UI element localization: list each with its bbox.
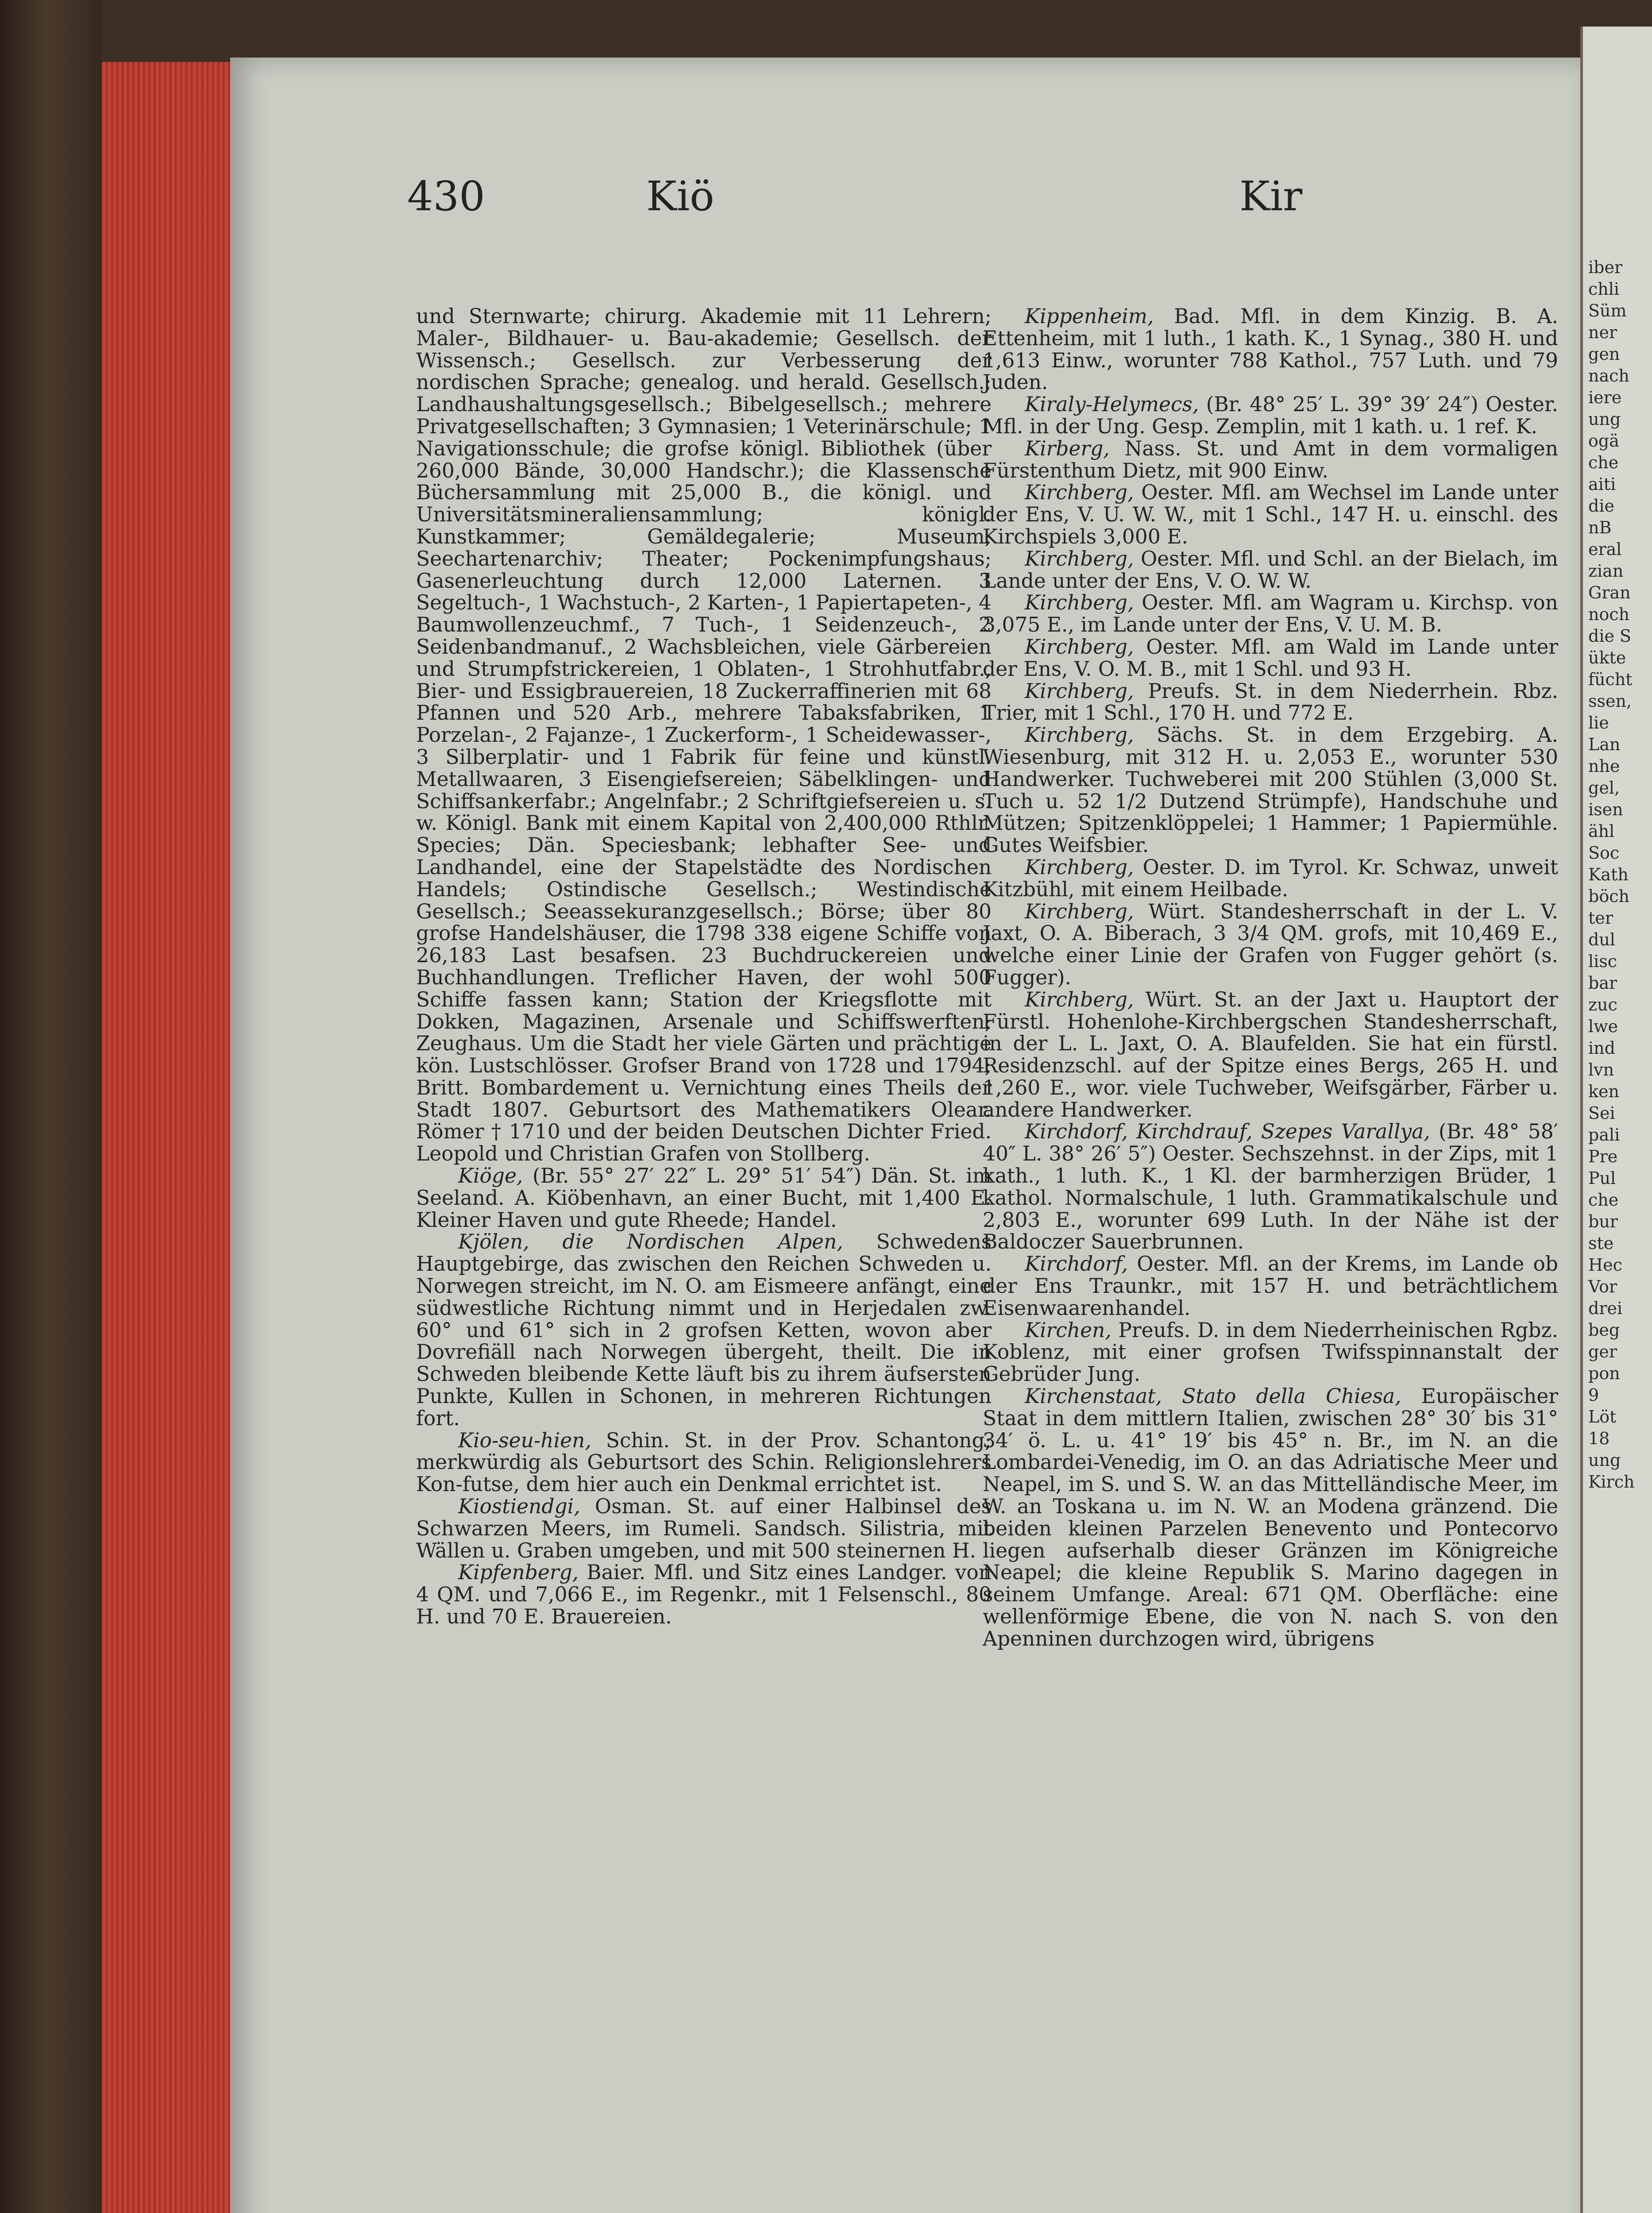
- book-spine: [0, 0, 102, 2213]
- entry-headword: Kirchberg,: [1025, 723, 1134, 747]
- next-page-fragment: ogä: [1588, 431, 1619, 451]
- entry-text: Schin. St. in der Prov. Schantong; merkwürdig als Geburtsort des Schin. Religionslehrers Kon-futse, dem hier auch ein Denkmal errichtet ist.: [416, 1428, 992, 1496]
- entry-text: Oester. Mfl. an der Krems, im Lande ob der Ens Traunkr., mit 157 H. und beträchtlichem Eisenwaarenhandel.: [983, 1252, 1558, 1320]
- next-page-fragment: Löt: [1588, 1407, 1617, 1426]
- entry-headword: Kirchberg,: [1025, 679, 1134, 703]
- dictionary-entry: [416, 1496, 992, 1561]
- right-column: [983, 305, 1558, 1650]
- next-page-fragment: nB: [1588, 518, 1612, 537]
- next-page-fragment: gen: [1588, 344, 1620, 364]
- entry-text: Oester. Mfl. am Wald im Lande unter der Ens, V. O. M. B., mit 1 Schl. und 93 H.: [983, 635, 1558, 681]
- next-page-fragment: iber: [1588, 258, 1623, 277]
- dictionary-entry: [983, 856, 1558, 901]
- next-page-fragment: pali: [1588, 1125, 1620, 1145]
- next-page-fragment: Hec: [1588, 1255, 1622, 1275]
- entry-headword: Kirchberg,: [1025, 591, 1134, 615]
- entry-headword: Kirchen,: [1025, 1318, 1112, 1342]
- next-page-fragment: Gran: [1588, 583, 1631, 602]
- entry-text: Sächs. St. in dem Erzgebirg. A. Wiesenburg, mit 312 H. u. 2,053 E., worunter 530 Handwerker. Tuchweberei mit 200 Stühlen (3,000 St. Tuch u. 52 1/2 Dutzend Strümpfe), Handschuhe und Mützen; Spitzenklöppelei; 1 Hammer; 1 Papiermühle. Gutes Weifsbier.: [983, 723, 1558, 857]
- next-page-fragment: böch: [1588, 887, 1629, 906]
- next-page-fragment: ung: [1588, 1450, 1621, 1470]
- next-page-fragment: gel,: [1588, 778, 1620, 798]
- dictionary-entry: [983, 1385, 1558, 1650]
- next-page-fragment: Süm: [1588, 301, 1627, 320]
- next-page-fragment: dul: [1588, 930, 1615, 949]
- dictionary-entry: [983, 989, 1558, 1121]
- entry-text: Oester. Mfl. am Wagram u. Kirchsp. von 3,075 E., im Lande unter der Ens, V. U. M. B.: [983, 591, 1558, 637]
- next-page-fragment: ssen,: [1588, 691, 1632, 711]
- entry-headword: Kippenheim,: [1025, 305, 1154, 328]
- next-page-fragment: Vor: [1588, 1277, 1617, 1296]
- next-page-fragment: nhe: [1588, 756, 1620, 776]
- dictionary-entry: [416, 1231, 992, 1429]
- next-page-fragment: fücht: [1588, 670, 1633, 689]
- next-page-fragment: isen: [1588, 800, 1623, 819]
- dictionary-entry: [983, 724, 1558, 856]
- next-page-fragment: ähl: [1588, 821, 1615, 841]
- dictionary-entry: [416, 1430, 992, 1496]
- next-page-fragment: nach: [1588, 366, 1629, 386]
- entry-headword: Kio-seu-hien,: [458, 1428, 591, 1452]
- entry-text: Oester. D. im Tyrol. Kr. Schwaz, unweit Kitzbühl, mit einem Heilbade.: [983, 855, 1558, 901]
- next-page-fragment: bar: [1588, 973, 1617, 993]
- entry-text: und Sternwarte; chirurg. Akademie mit 11 Lehrern; Maler-, Bildhauer- u. Bau-akademie; Gesellsch. der Wissensch.; Gesellsch. zur Verbesserung der nordischen Sprache; genealog. und herald. Gesellsch.; Landhaushaltungsgesellsch.; Bibelgesellsch.; mehrere Privatgesellschaften; 3 Gymnasien; 1 Veterinärschule; 1 Navigationsschule; die grofse königl. Bibliothek (über 260,000 Bände, 30,000 Handschr.); die Klassensche Büchersammlung mit 25,000 B., die königl. und Universitätsmineraliensammlung; königl. Kunstkammer; Gemäldegalerie; Museum; Seechartenarchiv; Theater; Pockenimpfungshaus; Gasenerleuchtung durch 12,000 Laternen. 3 Segeltuch-, 1 Wachstuch-, 2 Karten-, 1 Papiertapeten-, 4 Baumwollenzeuchmf., 7 Tuch-, 1 Seidenzeuch-, 2 Seidenbandmanuf., 2 Wachsbleichen, viele Gärbereien und Strumpfstrickereien, 1 Oblaten-, 1 Strohhutfabr., Bier- und Essigbrauereien, 18 Zuckerraffinerien mit 68 Pfannen und 520 Arb., mehrere Tabaksfabriken, 1 Porzelan-, 2 Fajanze-, 1 Zuckerform-, 1 Scheidewasser-, 3 Silberplatir- und 1 Fabrik für feine und künstl. Metallwaaren, 3 Eisengiefsereien; Säbelklingen- und Schiffsankerfabr.; Angelnfabr.; 2 Schriftgiefsereien u. s. w. Königl. Bank mit einem Kapital von 2,400,000 Rthlr. Species; Dän. Speciesbank; lebhafter See- und Landhandel, eine der Stapelstädte des Nordischen Handels; Ostindische Gesellsch.; Westindische Gesellsch.; Seeassekuranzgesellsch.; Börse; über 80 grofse Handelshäuser, die 1798 338 eigene Schiffe von 26,183 Last besafsen. 23 Buchdruckereien und Buchhandlungen. Treflicher Haven, der wohl 500 Schiffe fassen kann; Station der Kriegsflotte mit Dokken, Magazinen, Arsenale und Schiffswerften; Zeughaus. Um die Stadt her viele Gärten und prächtige kön. Lustschlösser. Grofser Brand von 1728 und 1794; Britt. Bombardement u. Vernichtung eines Theils der Stadt 1807. Geburtsort des Mathematikers Olear. Römer † 1710 und der beiden Deutschen Dichter Fried. Leopold und Christian Grafen von Stollberg.: [416, 305, 992, 1166]
- page-number: 430: [407, 173, 485, 220]
- next-page-fragment: lvn: [1588, 1060, 1614, 1080]
- next-page-fragment: Sei: [1588, 1103, 1615, 1123]
- next-page-fragment: che: [1588, 1190, 1619, 1210]
- next-page-fragment: che: [1588, 453, 1619, 472]
- entry-headword: Kiraly-Helymecs,: [1025, 393, 1199, 416]
- entry-text: Bad. Mfl. in dem Kinzig. B. A. Ettenheim, mit 1 luth., 1 kath. K., 1 Synag., 380 H. und 1,613 Einw., worunter 788 Kathol., 757 Luth. und 79 Juden.: [983, 305, 1558, 394]
- dictionary-entry: [983, 636, 1558, 680]
- entry-text: (Br. 55° 27′ 22″ L. 29° 51′ 54″) Dän. St. im Seeland. A. Kiöbenhavn, an einer Bucht, mit 1,400 E. Kleiner Haven und gute Rheede; Handel.: [416, 1164, 992, 1232]
- entry-text: Nass. St. und Amt in dem vormaligen Fürstenthum Dietz, mit 900 Einw.: [983, 436, 1558, 482]
- next-page-fragment: lisc: [1588, 952, 1617, 971]
- next-page-fragment: zuc: [1588, 995, 1617, 1014]
- next-page-fragment: die S: [1588, 626, 1632, 646]
- next-page-fragment: Soc: [1588, 843, 1620, 863]
- entry-headword: Kirchberg,: [1025, 635, 1134, 659]
- entry-headword: Kirchdorf, Kirchdrauf, Szepes Varallya,: [1025, 1120, 1430, 1144]
- entry-headword: Kirchberg,: [1025, 899, 1134, 923]
- next-page-fragment: bur: [1588, 1212, 1618, 1231]
- next-page-fragment: aiti: [1588, 474, 1616, 494]
- next-page-fragment: ger: [1588, 1342, 1617, 1361]
- dictionary-entry: [983, 680, 1558, 725]
- dictionary-entry: [983, 592, 1558, 636]
- dictionary-entry: [983, 548, 1558, 592]
- entry-headword: Kirchberg,: [1025, 547, 1134, 571]
- next-page-fragment: drei: [1588, 1299, 1623, 1318]
- entry-headword: Kirchberg,: [1025, 855, 1134, 879]
- next-page-fragment: noch: [1588, 605, 1630, 624]
- book-page: [230, 58, 1580, 2213]
- next-page-fragment: ind: [1588, 1038, 1615, 1058]
- dictionary-entry: [416, 1561, 992, 1627]
- next-page-fragment: beg: [1588, 1320, 1620, 1340]
- next-page-edge: [1580, 27, 1652, 2213]
- next-page-fragment: ter: [1588, 908, 1613, 928]
- next-page-fragment: ken: [1588, 1082, 1619, 1101]
- next-page-fragment: lwe: [1588, 1017, 1618, 1036]
- page-header: [230, 173, 1580, 235]
- next-page-fragment: iere: [1588, 388, 1622, 407]
- entry-text: Oester. Mfl. und Schl. an der Bielach, im Lande unter der Ens, V. O. W. W.: [983, 547, 1558, 593]
- next-page-fragment: Pul: [1588, 1168, 1616, 1188]
- dictionary-entry: [983, 1319, 1558, 1385]
- entry-text: Schwedens Hauptgebirge, das zwischen den Reichen Schweden u. Norwegen streicht, im N. O. am Eismeere anfängt, eine südwestliche Richtung nimmt und in Herjedalen zw. 60° und 61° sich in 2 grofsen Ketten, wovon aber Dovrefiäll nach Norwegen übergeht, theilt. Die in Schweden bleibende Kette läuft bis zu ihrem äufsersten Punkte, Kullen in Schonen, in mehreren Richtungen fort.: [416, 1230, 992, 1430]
- dictionary-entry: [983, 482, 1558, 547]
- dictionary-entry: [983, 393, 1558, 438]
- entry-headword: Kirchenstaat, Stato della Chiesa,: [1025, 1384, 1401, 1408]
- dictionary-entry: [416, 305, 992, 1165]
- catchword-right: Kir: [1239, 173, 1303, 220]
- next-page-fragment: die: [1588, 496, 1614, 516]
- entry-text: Preufs. St. in dem Niederrhein. Rbz. Trier, mit 1 Schl., 170 H. und 772 E.: [983, 679, 1558, 725]
- catchword-left: Kiö: [646, 173, 714, 220]
- entry-text: Baier. Mfl. und Sitz eines Landger. von 4 QM. und 7,066 E., im Regenkr., mit 1 Felsenschl., 80 H. und 70 E. Brauereien.: [416, 1561, 992, 1629]
- entry-headword: Kirchberg,: [1025, 481, 1134, 505]
- next-page-fragment: zian: [1588, 561, 1624, 581]
- dictionary-entry: [983, 1253, 1558, 1319]
- next-page-fragment: ükte: [1588, 648, 1626, 667]
- dictionary-entry: [416, 1165, 992, 1231]
- next-page-fragment: eral: [1588, 540, 1622, 559]
- next-page-fragment: Pre: [1588, 1147, 1618, 1166]
- next-page-fragment: pon: [1588, 1364, 1620, 1383]
- left-column: [416, 305, 992, 1628]
- entry-headword: Kirchdorf,: [1025, 1252, 1128, 1276]
- next-page-fragment: 18: [1588, 1429, 1610, 1448]
- next-page-fragment: ner: [1588, 323, 1617, 342]
- entry-headword: Kiöge,: [458, 1164, 523, 1188]
- entry-text: Würt. Standesherrschaft in der L. V. Jaxt, O. A. Biberach, 3 3/4 QM. grofs, mit 10,469 E., welche einer Linie der Grafen von Fugger gehört (s. Fugger).: [983, 899, 1558, 989]
- next-page-fragment: Kirch: [1588, 1472, 1635, 1492]
- next-page-fragment: Lan: [1588, 735, 1621, 754]
- dictionary-entry: [983, 901, 1558, 989]
- entry-headword: Kipfenberg,: [458, 1561, 579, 1585]
- entry-headword: Kirberg,: [1025, 436, 1110, 460]
- entry-text: (Br. 48° 25′ L. 39° 39′ 24″) Oester. Mfl. in der Ung. Gesp. Zemplin, mit 1 kath. u. 1 ref. K.: [983, 393, 1558, 438]
- entry-headword: Kiostiendgi,: [458, 1495, 580, 1519]
- next-page-fragment: chli: [1588, 279, 1620, 299]
- entry-text: Würt. St. an der Jaxt u. Hauptort der Fürstl. Hohenlohe-Kirchbergschen Standesherrschaft, in der L. L. Jaxt, O. A. Blaufelden. Sie hat ein fürstl. Residenzschl. auf der Spitze eines Bergs, 265 H. und 1,260 E., wor. viele Tuchweber, Weifsgärber, Färber u. andere Handwerker.: [983, 987, 1558, 1122]
- entry-text: Europäischer Staat in dem mittlern Italien, zwischen 28° 30′ bis 31° 34′ ö. L. u. 41° 19′ bis 45° n. Br., im N. an die Lombardei-Venedig, im O. an das Adriatische Meer und Neapel, im S. und S. W. an das Mittelländische Meer, im W. an Toskana u. im N. W. an Modena gränzend. Die beiden kleinen Parzelen Benevento und Pontecorvo liegen aufserhalb dieser Gränzen im Königreiche Neapel; die kleine Republik S. Marino dagegen in seinem Umfange. Areal: 671 QM. Oberfläche: eine wellenförmige Ebene, die von N. nach S. von den Apenninen durchzogen wird, übrigens: [983, 1384, 1558, 1650]
- next-page-fragment: lie: [1588, 713, 1609, 733]
- next-page-fragment: Kath: [1588, 865, 1629, 884]
- next-page-fragment: 9: [1588, 1385, 1599, 1405]
- next-page-fragment: ung: [1588, 409, 1621, 429]
- entry-text: (Br. 48° 58′ 40″ L. 38° 26′ 5″) Oester. Sechszehnst. in der Zips, mit 1 kath., 1 luth. K., 1 Kl. der barmherzigen Brüder, 1 kathol. Normalschule, 1 luth. Grammatikalschule und 2,803 E., worunter 699 Luth. In der Nähe ist der Baldoczer Sauerbrunnen.: [983, 1120, 1558, 1254]
- page-edges: [102, 62, 232, 2213]
- entry-headword: Kirchberg,: [1025, 987, 1134, 1011]
- dictionary-entry: [983, 1121, 1558, 1253]
- entry-text: Preufs. D. in dem Niederrheinischen Rgbz. Koblenz, mit einer grofsen Twifsspinnanstalt der Gebrüder Jung.: [983, 1318, 1558, 1386]
- dictionary-entry: [983, 438, 1558, 482]
- next-page-fragment: ste: [1588, 1234, 1614, 1253]
- entry-text: Osman. St. auf einer Halbinsel des Schwarzen Meers, im Rumeli. Sandsch. Silistria, mit Wällen u. Graben umgeben, und mit 500 steinernen H.: [416, 1495, 992, 1562]
- dictionary-entry: [983, 305, 1558, 393]
- entry-headword: Kjölen, die Nordischen Alpen,: [458, 1230, 843, 1254]
- entry-text: Oester. Mfl. am Wechsel im Lande unter der Ens, V. U. W. W., mit 1 Schl., 147 H. u. einschl. des Kirchspiels 3,000 E.: [983, 481, 1558, 548]
